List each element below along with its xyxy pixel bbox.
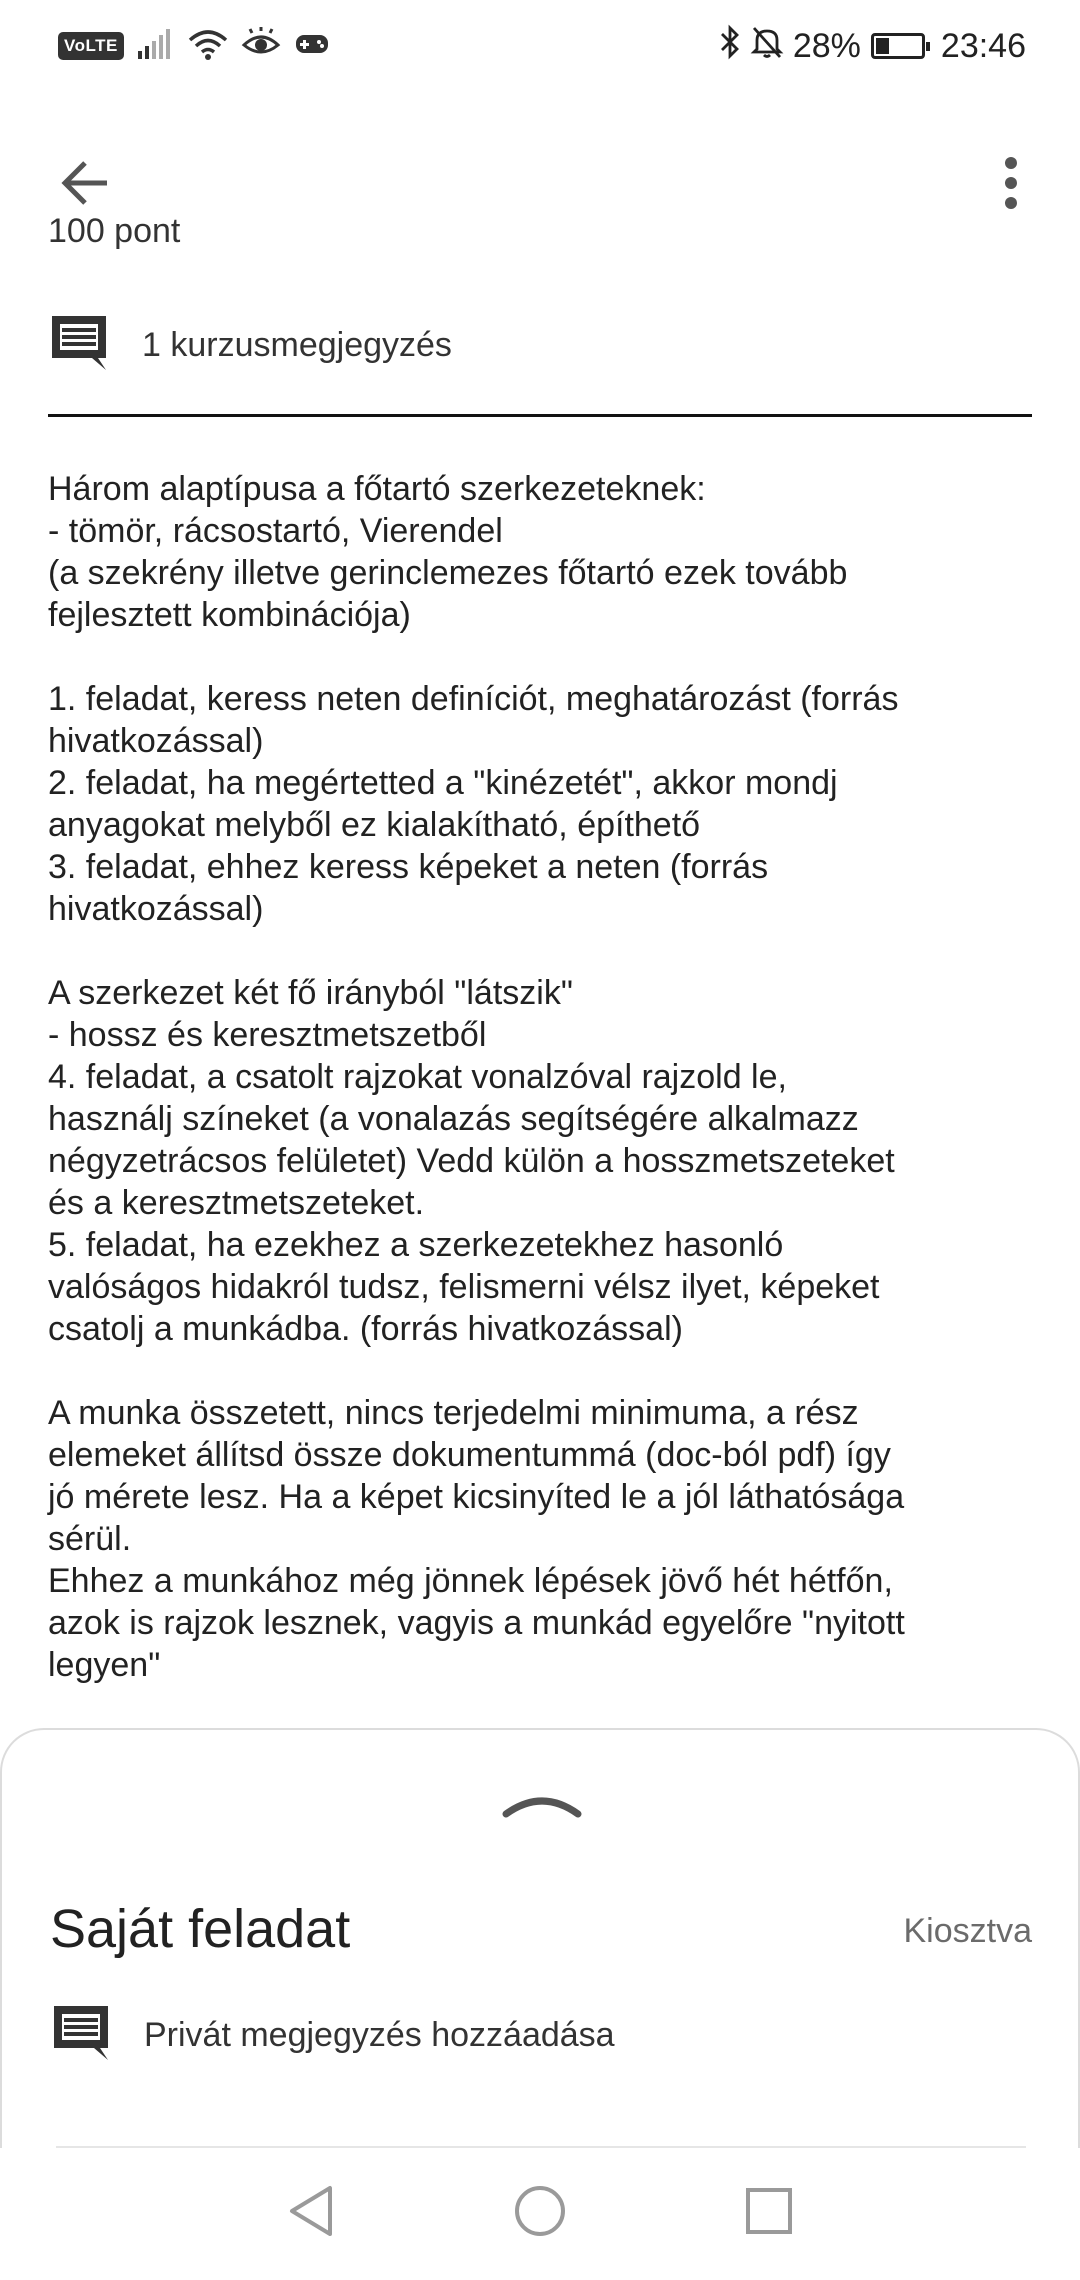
game-icon <box>294 29 330 64</box>
bluetooth-icon <box>719 25 741 68</box>
add-private-comment-row[interactable] <box>50 2000 615 2070</box>
nav-back-button[interactable] <box>276 2178 346 2248</box>
more-options-button[interactable] <box>966 140 1056 230</box>
signal-icon <box>138 29 174 64</box>
nav-recents-button[interactable] <box>734 2178 804 2248</box>
sheet-title: Saját feladat <box>50 1899 351 1959</box>
back-triangle-icon <box>286 2184 336 2243</box>
divider <box>48 414 1032 417</box>
battery-level <box>876 38 889 54</box>
home-circle-icon <box>513 2184 567 2243</box>
volte-badge: VoLTE <box>58 32 124 60</box>
comment-icon <box>50 2002 112 2069</box>
comment-icon <box>48 312 110 379</box>
chevron-up-icon <box>502 1807 582 1824</box>
status-right <box>719 22 1026 70</box>
points-text-partial: 100 pont <box>48 212 181 250</box>
course-comments-label: 1 kurzusmegjegyzés <box>142 325 452 364</box>
status-bar <box>0 0 1080 92</box>
course-comments-row[interactable] <box>48 310 452 380</box>
status-left-icons <box>58 26 330 66</box>
nav-home-button[interactable] <box>505 2178 575 2248</box>
system-nav-bar <box>0 2148 1080 2280</box>
mute-icon <box>751 25 783 68</box>
assignment-status: Kiosztva <box>903 1912 1032 1950</box>
battery-icon <box>871 33 925 59</box>
arrow-back-icon <box>57 155 113 216</box>
add-private-comment-label: Privát megjegyzés hozzáadása <box>144 2015 615 2054</box>
assignment-description: Három alaptípusa a főtartó szerkezeteknek: - tömör, rácsostartó, Vierendel (a szekrény illetve gerinclemezes főtartó ezek tovább fejlesztett kombinációja) 1. feladat, keress neten definíciót, meghatározást (forrás hivatkozással) 2. feladat, ha megértetted a "kinézetét", akkor mondj anyagokat melyből ez kialakítható, építhető 3. feladat, ehhez keress képeket a neten (forrás hivatkozással) A szerkezet két fő irányból "látszik" - hossz és keresztmetszetből 4. feladat, a csatolt rajzokat vonalzóval rajzold le, használj színeket (a vonalazás segítségére alkalmazz négyzetrácsos felületet) Vedd külön a hosszmetszeteket és a keresztmetszeteket. 5. feladat, ha ezekhez a szerkezetekhez hasonló valóságos hidakról tudsz, felismerni vélsz ilyet, képeket csatolj a munkádba. (forrás hivatkozással) A munka összetett, nincs terjedelmi minimuma, a rész elemeket állítsd össze dokumentummá (doc-ból pdf) így jó mérete lesz. Ha a képet kicsinyíted le a jól láthatósága sérül. Ehhez a munkához még jönnek lépések jövő hét hétfőn, azok is rajzok lesznek, vagyis a munkád egyelőre "nyitott legyen" <box>48 470 905 1684</box>
sheet-expand-handle[interactable] <box>502 1790 582 1820</box>
battery-percent: 28% <box>792 26 861 65</box>
wifi-icon <box>188 28 228 65</box>
your-work-sheet <box>0 1728 1080 2148</box>
eye-icon <box>242 29 280 64</box>
more-vert-icon <box>1003 155 1019 216</box>
recents-square-icon <box>744 2186 794 2241</box>
clock: 23:46 <box>940 26 1026 65</box>
